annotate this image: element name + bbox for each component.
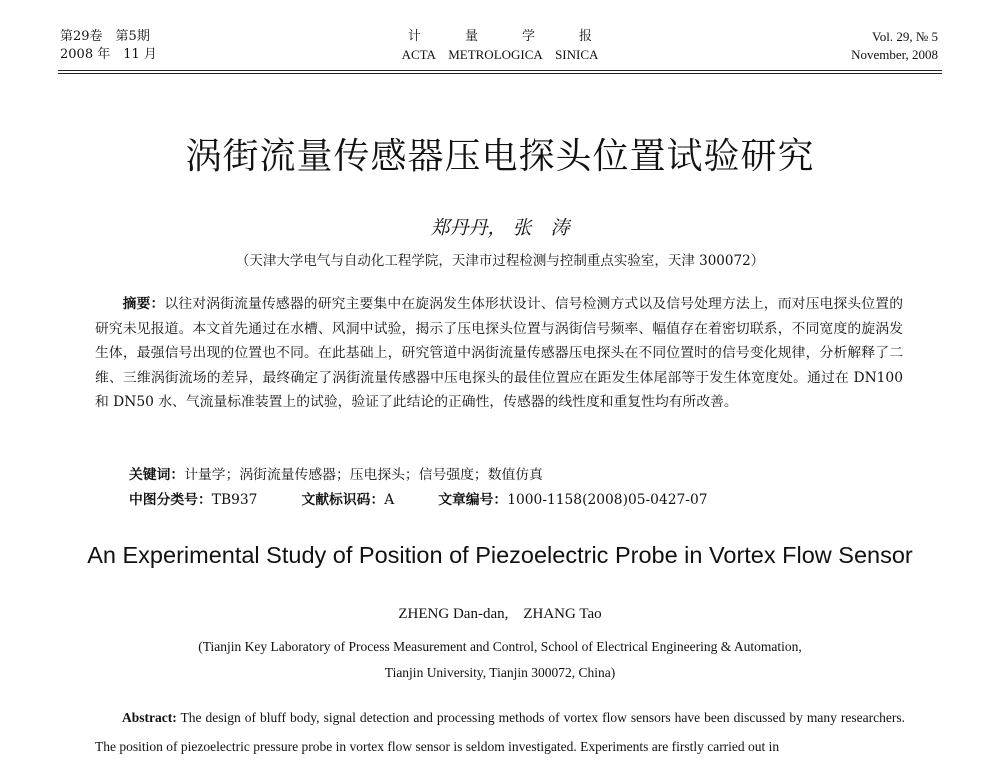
volume-issue-cn: 第29卷 第5期	[60, 29, 150, 44]
affiliation-en	[0, 634, 1000, 686]
header-center	[0, 28, 1000, 64]
date-en: November, 2008	[851, 47, 938, 62]
article-no-label: 文章编号：	[438, 492, 508, 508]
header-right	[851, 28, 938, 64]
keywords-cn	[129, 464, 543, 486]
doc-code-label: 文献标识码：	[301, 492, 385, 508]
header-rule-top	[58, 70, 942, 71]
article-no-value: 1000-1158(2008)05-0427-07	[507, 492, 708, 508]
doc-code-item	[301, 489, 394, 511]
paper-title-cn: 涡街流量传感器压电探头位置试验研究	[185, 136, 815, 177]
abstract-text-en: The design of bluff body, signal detection and processing methods of vortex flow sensors have been discussed by many researchers. The position of piezoelectric pressure probe in vortex flow sensor is seldom investigated. Experiments are firstly carried out in	[95, 710, 905, 754]
classification-row	[129, 489, 889, 511]
affiliation-en-line1: (Tianjin Key Laboratory of Process Measurement and Control, School of Electrical Engineering & Automation,	[198, 639, 802, 654]
abstract-label-cn: 摘要：	[122, 296, 165, 312]
journal-name-cn	[0, 28, 1000, 46]
clc-value: TB937	[211, 492, 258, 508]
journal-char: 计	[407, 29, 421, 44]
abstract-text-cn: 以往对涡街流量传感器的研究主要集中在旋涡发生体形状设计、信号检测方式以及信号处理方法上，而对压电探头位置的研究未见报道。本文首先通过在水槽、风洞中试验，揭示了压电探头位置与涡街信号频率、幅值存在着密切联系，不同宽度的旋涡发生体，最强信号出现的位置也不同。在此基础上，研究管道中涡街流量传感器压电探头在不同位置时的信号变化规律，分析解释了二维、三维涡街流场的差异，最终确定了涡街流量传感器中压电探头的最佳位置应在距发生体尾部等于发生体宽度处。通过在 DN100 和 DN50 水、气流量标准装置上的试验，验证了此结论的正确性，传感器的线性度和重复性均有所改善。	[95, 296, 904, 410]
doc-code-value: A	[384, 492, 395, 508]
journal-char: 报	[579, 29, 593, 44]
journal-char: 学	[522, 29, 536, 44]
article-no-item	[438, 489, 707, 511]
keywords-text-cn: 计量学；涡街流量传感器；压电探头；信号强度；数值仿真	[184, 467, 543, 483]
keywords-label-cn: 关键词：	[129, 467, 185, 483]
volume-issue-en: Vol. 29, № 5	[872, 29, 938, 44]
authors-en: ZHENG Dan-dan, ZHANG Tao	[398, 606, 602, 622]
journal-char: 量	[464, 29, 478, 44]
abstract-label-en: Abstract:	[122, 710, 177, 725]
journal-name-en: ACTA METROLOGICA SINICA	[401, 47, 599, 62]
paper-title-en: An Experimental Study of Position of Piezoelectric Probe in Vortex Flow Sensor	[87, 542, 913, 568]
clc-label: 中图分类号：	[129, 492, 212, 508]
affiliation-en-line2: Tianjin University, Tianjin 300072, China)	[384, 665, 616, 680]
authors-cn: 郑丹丹， 张 涛	[430, 217, 570, 239]
clc-item	[129, 489, 257, 511]
abstract-cn	[95, 292, 903, 415]
date-cn: 2008 年 11 月	[60, 47, 157, 62]
header-rule-bottom	[58, 73, 942, 74]
affiliation-cn: （天津大学电气与自动化工程学院，天津市过程检测与控制重点实验室，天津 300072）	[235, 253, 765, 269]
abstract-en	[95, 703, 905, 761]
